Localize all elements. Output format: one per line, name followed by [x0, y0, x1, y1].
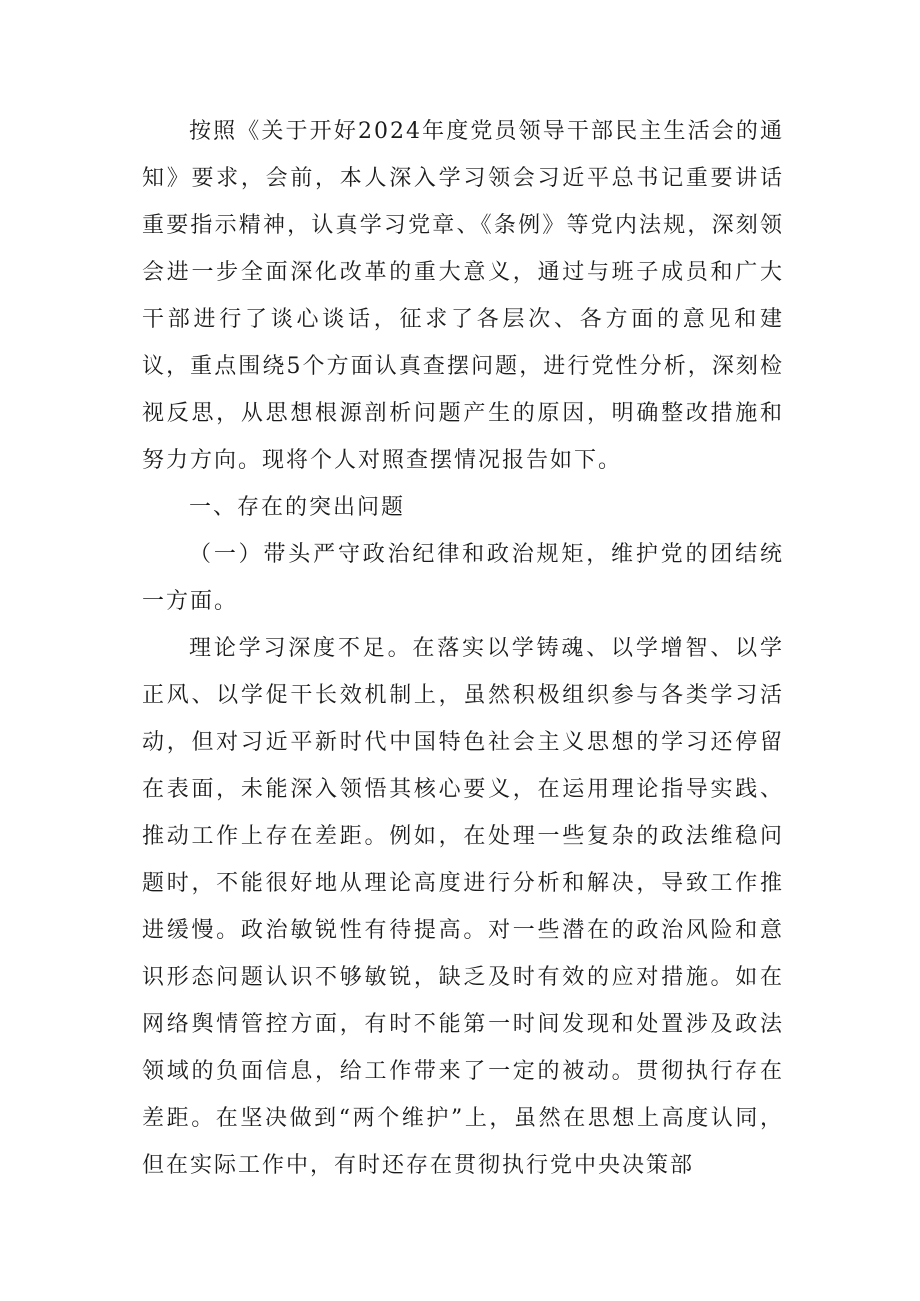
document-body [142, 108, 784, 1189]
intro-paragraph: 按照《关于开好2024年度党员领导干部民主生活会的通知》要求，会前，本人深入学习领会习近平总书记重要讲话重要指示精神，认真学习党章、《条例》等党内法规，深刻领会进一步全面深化改革的重大意义，通过与班子成员和广大干部进行了谈心谈话，征求了各层次、各方面的意见和建议，重点围绕5个方面认真查摆问题，进行党性分析，深刻检视反思，从思想根源剖析问题产生的原因，明确整改措施和努力方向。现将个人对照查摆情况报告如下。 [142, 119, 784, 473]
body-paragraph: 理论学习深度不足。在落实以学铸魂、以学增智、以学正风、以学促干长效机制上，虽然积极组织参与各类学习活动，但对习近平新时代中国特色社会主义思想的学习还停留在表面，未能深入领悟其核心要义，在运用理论指导实践、推动工作上存在差距。例如，在处理一些复杂的政法维稳问题时，不能很好地从理论高度进行分析和解决，导致工作推进缓慢。政治敏锐性有待提高。对一些潜在的政治风险和意识形态问题认识不够敏锐，缺乏及时有效的应对措施。如在网络舆情管控方面，有时不能第一时间发现和处置涉及政法领域的负面信息，给工作带来了一定的被动。贯彻执行存在差距。在坚决做到“两个维护”上，虽然在思想上高度认同，但在实际工作中，有时还存在贯彻执行党中央决策部 [142, 636, 784, 1178]
subsection-heading: （一）带头严守政治纪律和政治规矩，维护党的团结统一方面。 [142, 542, 784, 614]
section-heading: 一、存在的突出问题 [189, 495, 406, 520]
